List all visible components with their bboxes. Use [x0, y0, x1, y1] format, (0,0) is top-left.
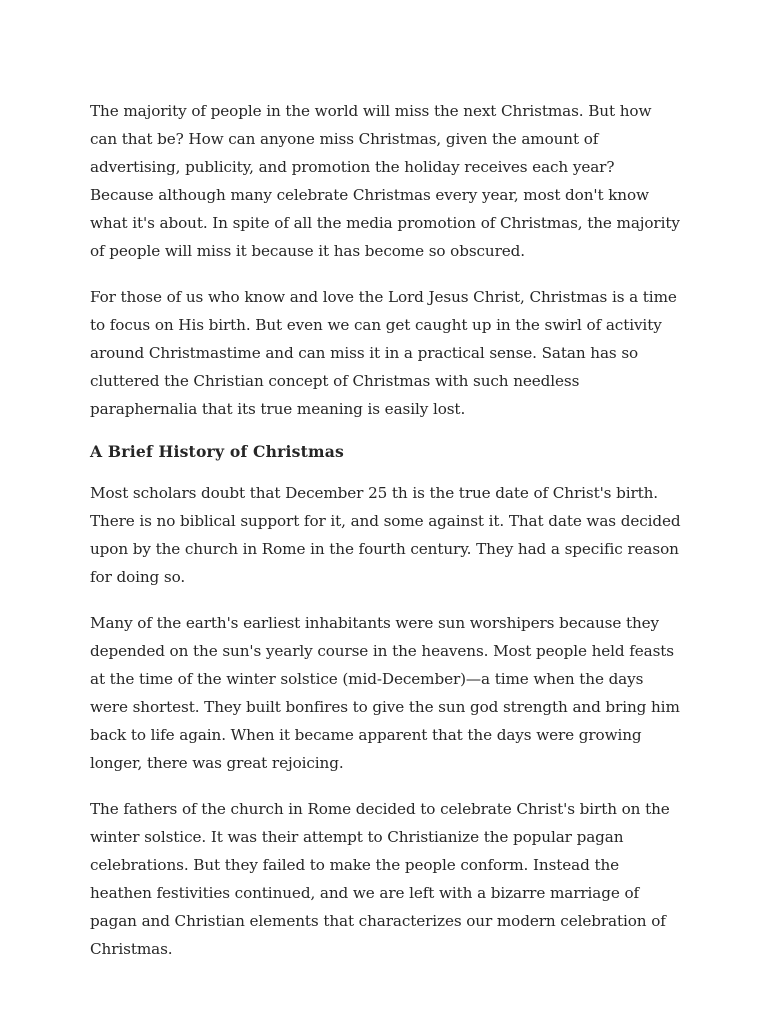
section-heading: A Brief History of Christmas: [90, 442, 345, 461]
paragraph-history-1: Most scholars doubt that December 25 th is the true date of Christ's birth. There is no biblical support for it, and some against it. That date was decided upon by the church in Rome in the fourth century. They had a specific reason for doing so.: [90, 484, 681, 586]
document-page: [90, 97, 682, 981]
paragraph-history-3: The fathers of the church in Rome decided to celebrate Christ's birth on the winter solstice. It was their attempt to Christianize the popular pagan celebrations. But they failed to make the people conform. Instead the heathen festivities continued, and we are left with a bizarre marriage of pagan and Christian elements that characterizes our modern celebration of Christmas.: [90, 800, 670, 958]
paragraph-intro-2: For those of us who know and love the Lord Jesus Christ, Christmas is a time to focus on His birth. But even we can get caught up in the swirl of activity around Christmastime and can miss it in a practical sense. Satan has so cluttered the Christian concept of Christmas with such needless paraphernalia that its true meaning is easily lost.: [90, 288, 677, 418]
paragraph-intro-1: The majority of people in the world will miss the next Christmas. But how can that be? How can anyone miss Christmas, given the amount of advertising, publicity, and promotion the holiday receives each year? Because although many celebrate Christmas every year, most don't know what it's about. In spite of all the media promotion of Christmas, the majority of people will miss it because it has become so obscured.: [90, 102, 680, 260]
paragraph-history-2: Many of the earth's earliest inhabitants were sun worshipers because they depended on the sun's yearly course in the heavens. Most people held feasts at the time of the winter solstice (mid-December)—a time when the days were shortest. They built bonfires to give the sun god strength and bring him back to life again. When it became apparent that the days were growing longer, there was great rejoicing.: [90, 614, 680, 772]
